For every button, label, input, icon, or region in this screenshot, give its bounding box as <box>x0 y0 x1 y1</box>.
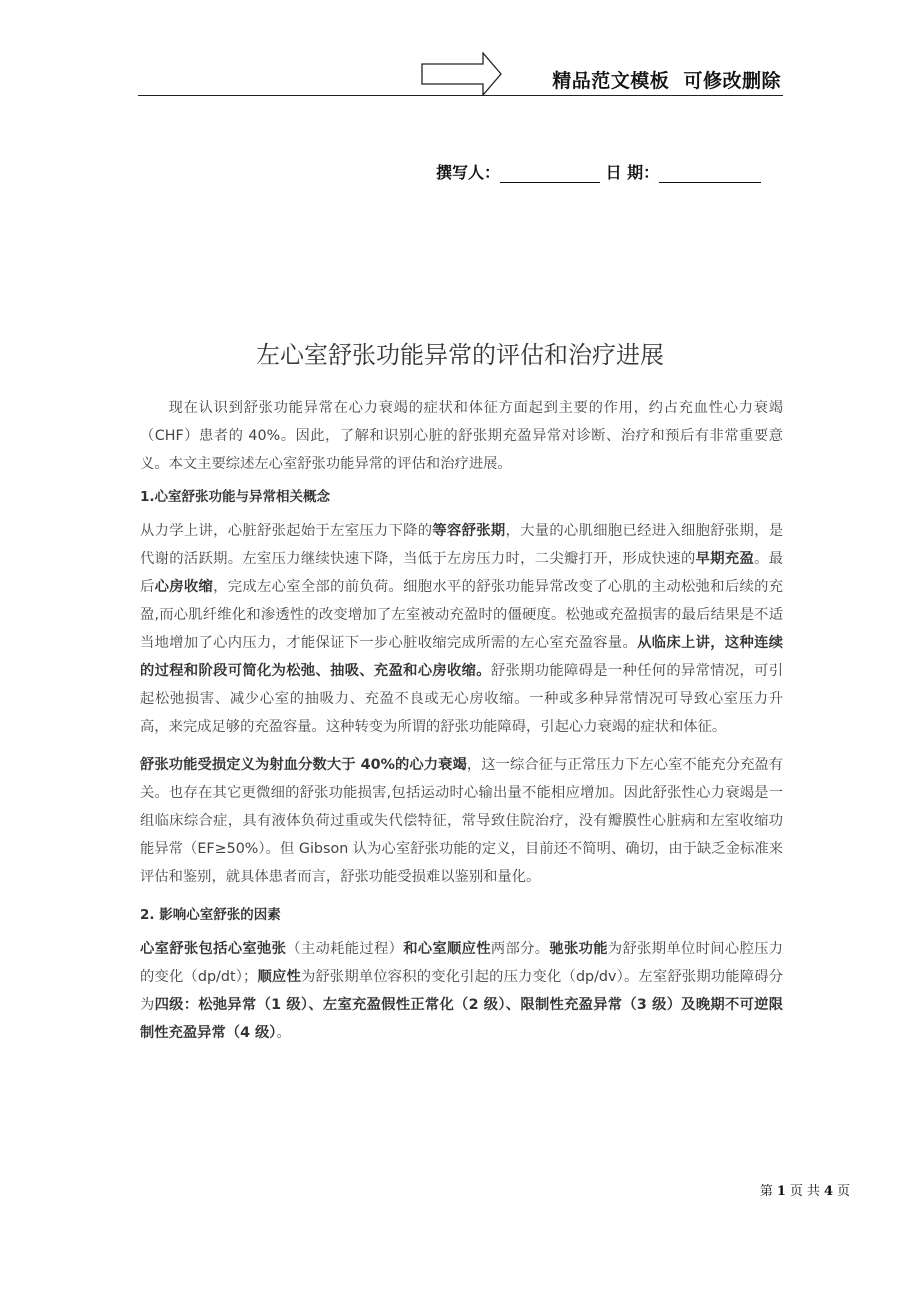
author-label: 撰写人： <box>436 163 501 182</box>
bold-term: 早期充盈 <box>695 551 755 567</box>
right-arrow-icon <box>421 52 503 96</box>
date-label: 日 期： <box>605 163 660 182</box>
text-run: ，大量的心肌细胞已经进入细胞舒张期，是代谢的活跃期。左室压力继续快速下降，当低于左房压力时，二尖瓣打开，形成快速的 <box>140 523 784 567</box>
section-2-paragraph-1 <box>140 935 783 1047</box>
section-1-paragraph-2 <box>140 751 783 891</box>
author-blank <box>500 164 600 183</box>
bold-term: 四级：松弛异常（1 级）、左室充盈假性正常化（2 级）、限制性充盈异常（3 级）及晚期不可逆限制性充盈异常（4 级） <box>140 997 783 1041</box>
section-1-paragraph-1 <box>140 517 783 741</box>
text-run: ，这一综合征与正常压力下左心室不能充分充盈有关。也存在其它更微细的舒张功能损害,包括运动时心输出量不能相应增加。因此舒张性心力衰竭是一组临床综合症，具有液体负荷过重或失代偿特征，常导致住院治疗，没有瓣膜性心脏病和左室收缩功能异常（EF≥50%）。但 Gibson 认为心室舒张功能的定义，目前还不简明、确切，由于缺乏金标准来评估和鉴别，就具体患者而言，舒张功能受损难以鉴别和量化。 <box>140 757 783 885</box>
section-2-heading: 2. 影响心室舒张的因素 <box>140 907 281 923</box>
footer-word: 共 <box>806 1184 820 1199</box>
page-header <box>138 52 783 98</box>
author-date-line <box>436 160 761 183</box>
text-run: 为舒张期单位容积的变化引起的压力变化（dp/dv）。左室舒张期功能障碍分为 <box>140 969 783 1013</box>
text-run: 为舒张期单位时间心腔压力的变化（dp/dt）； <box>140 941 784 985</box>
bold-term: 舒张功能受损定义为射血分数大于 40%的心力衰竭 <box>140 757 467 773</box>
text-run: 。 <box>276 1025 291 1041</box>
bold-term: 从临床上讲，这种连续的过程和阶段可简化为松弛、抽吸、充盈和心房收缩。 <box>140 635 784 679</box>
footer-word: 页 <box>836 1184 850 1199</box>
date-blank <box>659 164 761 183</box>
bold-term: 心室舒张包括心室弛张 <box>140 941 287 957</box>
document-body <box>140 394 783 1047</box>
header-rule <box>138 95 783 96</box>
bold-term: 等容舒张期 <box>432 523 506 539</box>
bold-term: 和心室顺应性 <box>403 941 491 957</box>
bold-term: 驰张功能 <box>549 941 608 957</box>
footer-word: 第 <box>759 1184 773 1199</box>
page-number: 1 <box>776 1184 786 1199</box>
page-footer <box>758 1180 852 1199</box>
page-total: 4 <box>823 1184 833 1199</box>
header-banner: 精品范文模板 可修改删除 <box>552 70 781 92</box>
text-run: 舒张期功能障碍是一种任何的异常情况，可引起松弛损害、减少心室的抽吸力、充盈不良或无心房收缩。一种或多种异常情况可导致心室压力升高，来完成足够的充盈容量。这种转变为所谓的舒张功能障碍，引起心力衰竭的症状和体征。 <box>140 663 784 735</box>
text-run: 从力学上讲，心脏舒张起始于左室压力下降的 <box>140 523 433 539</box>
text-run: （主动耗能过程） <box>286 941 404 957</box>
section-1-heading: 1.心室舒张功能与异常相关概念 <box>140 489 331 505</box>
text-run: 两部分。 <box>490 941 550 957</box>
text-run: ，完成左心室全部的前负荷。细胞水平的舒张功能异常改变了心肌的主动松弛和后续的充盈,而心肌纤维化和渗透性的改变增加了左室被动充盈时的僵硬度。松弛或充盈损害的最后结果是不适当地增加了心内压力，才能保证下一步心脏收缩完成所需的左心室充盈容量。 <box>140 579 784 651</box>
document-title: 左心室舒张功能异常的评估和治疗进展 <box>256 341 664 369</box>
bold-term: 顺应性 <box>257 969 301 985</box>
intro-paragraph: 现在认识到舒张功能异常在心力衰竭的症状和体征方面起到主要的作用，约占充血性心力衰竭（CHF）患者的 40%。因此，了解和识别心脏的舒张期充盈异常对诊断、治疗和预后有非常重要意义。本文主要综述左心室舒张功能异常的评估和治疗进展。 <box>140 400 783 472</box>
footer-word: 页 <box>789 1184 803 1199</box>
bold-term: 心房收缩 <box>154 579 214 595</box>
text-run: 。最后 <box>140 551 784 595</box>
